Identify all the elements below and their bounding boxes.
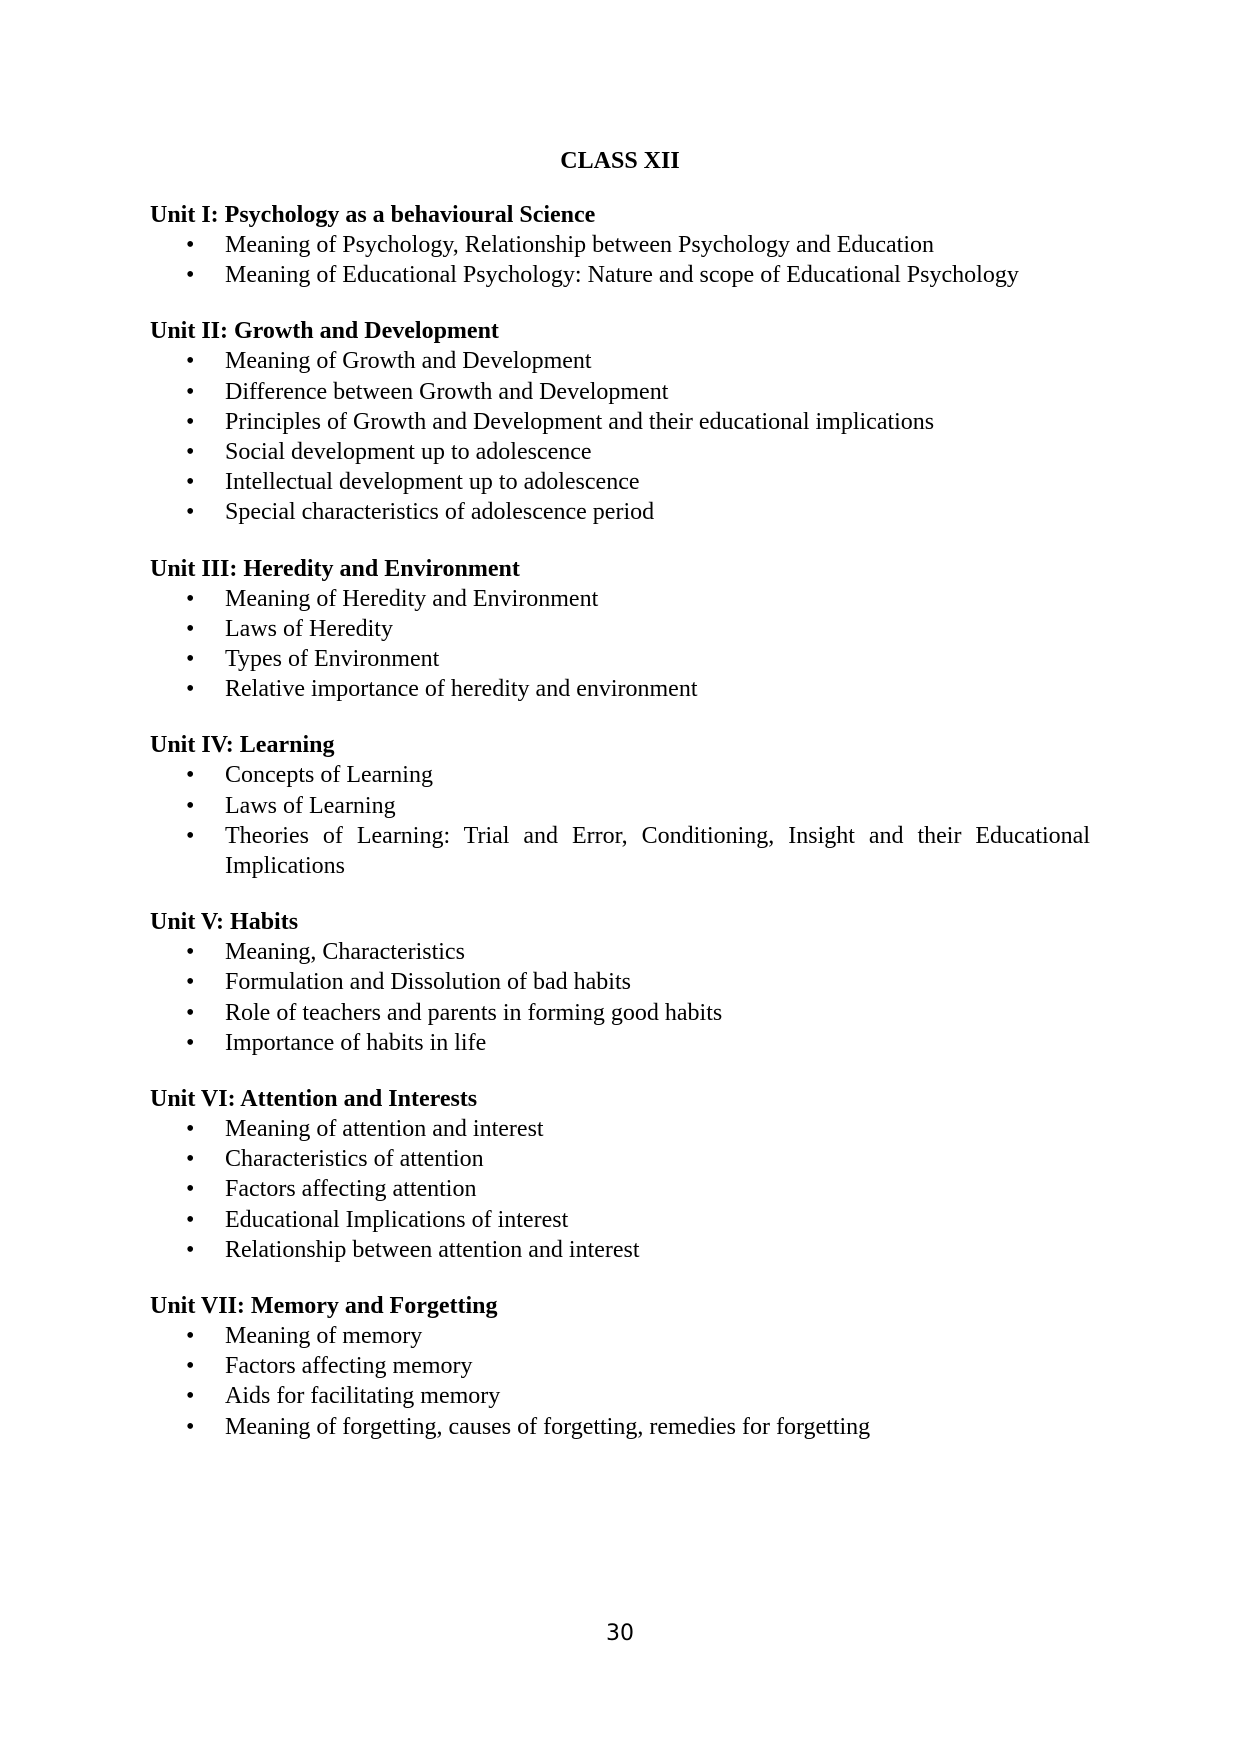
bullet-icon: •	[186, 1146, 195, 1173]
topic-list-item	[150, 1381, 1090, 1411]
topic-text: Relative importance of heredity and environment	[225, 676, 698, 703]
unit-topic-list	[150, 1321, 1090, 1442]
unit-topic-list	[150, 584, 1090, 705]
topic-list-item	[150, 346, 1090, 376]
bullet-icon: •	[186, 969, 195, 996]
unit-topic-list	[150, 230, 1090, 290]
bullet-icon: •	[186, 348, 195, 375]
topic-text: Formulation and Dissolution of bad habits	[225, 969, 631, 996]
topic-list-item	[150, 1205, 1090, 1235]
bullet-icon: •	[186, 762, 195, 789]
topic-text: Difference between Growth and Development	[225, 378, 669, 405]
topic-text: Laws of Heredity	[225, 615, 393, 642]
bullet-icon: •	[186, 1176, 195, 1203]
topic-text: Meaning of Heredity and Environment	[225, 585, 599, 612]
topic-text: Characteristics of attention	[225, 1146, 484, 1173]
topic-list-item	[150, 644, 1090, 674]
topic-text: Meaning of attention and interest	[225, 1116, 544, 1143]
bullet-icon: •	[186, 408, 195, 435]
bullet-icon: •	[186, 939, 195, 966]
bullet-icon: •	[186, 378, 195, 405]
bullet-icon: •	[186, 676, 195, 703]
unit-section	[150, 554, 1090, 705]
topic-text: Factors affecting attention	[225, 1176, 477, 1203]
bullet-icon: •	[186, 646, 195, 673]
topic-text: Meaning of Psychology, Relationship between Psychology and Education	[225, 232, 934, 258]
topic-list-item	[150, 998, 1090, 1028]
bullet-icon: •	[186, 999, 195, 1026]
bullet-icon: •	[186, 469, 195, 496]
topic-text: Special characteristics of adolescence period	[225, 499, 655, 526]
topic-list-item	[150, 760, 1090, 790]
topic-list-item	[150, 614, 1090, 644]
topic-text: Principles of Growth and Development and their educational implications	[225, 408, 935, 435]
bullet-icon: •	[186, 499, 195, 526]
bullet-icon: •	[186, 585, 195, 612]
topic-text: Factors affecting memory	[225, 1353, 473, 1380]
topic-list-item	[150, 1235, 1090, 1265]
unit-heading: Unit IV: Learning	[150, 732, 335, 759]
topic-list-item	[150, 230, 1090, 260]
unit-topic-list	[150, 1114, 1090, 1265]
topic-list-item	[150, 497, 1090, 527]
unit-topic-list	[150, 937, 1090, 1058]
topic-list-item	[150, 674, 1090, 704]
topic-text: Social development up to adolescence	[225, 439, 592, 466]
topic-text: Educational Implications of interest	[225, 1206, 569, 1233]
topic-list-item	[150, 1028, 1090, 1058]
unit-section	[150, 1291, 1090, 1442]
bullet-icon: •	[186, 1029, 195, 1056]
bullet-icon: •	[186, 1353, 195, 1380]
topic-list-item	[150, 407, 1090, 437]
page-content	[150, 146, 1090, 1468]
topic-text: Aids for facilitating memory	[225, 1383, 501, 1410]
topic-list-item	[150, 1144, 1090, 1174]
unit-heading: Unit V: Habits	[150, 909, 299, 936]
topic-text: Relationship between attention and interest	[225, 1236, 640, 1263]
topic-list-item	[150, 1114, 1090, 1144]
topic-list-item	[150, 584, 1090, 614]
units-container	[150, 200, 1090, 1442]
unit-section	[150, 907, 1090, 1058]
topic-list-item	[150, 1412, 1090, 1442]
topic-text: Role of teachers and parents in forming good habits	[225, 999, 723, 1026]
topic-text: Importance of habits in life	[225, 1029, 487, 1056]
page-number: 30	[606, 1621, 634, 1646]
topic-list-item	[150, 937, 1090, 967]
bullet-icon: •	[186, 262, 195, 289]
topic-text: Meaning of forgetting, causes of forgetting, remedies for forgetting	[225, 1413, 871, 1440]
unit-heading: Unit VII: Memory and Forgetting	[150, 1293, 498, 1320]
bullet-icon: •	[186, 439, 195, 466]
bullet-icon: •	[186, 1383, 195, 1410]
bullet-icon: •	[186, 615, 195, 642]
bullet-icon: •	[186, 1236, 195, 1263]
topic-text: Laws of Learning	[225, 792, 396, 819]
topic-text: Intellectual development up to adolescence	[225, 469, 640, 496]
topic-text: Theories of Learning: Trial and Error, Conditioning, Insight and their Educational Implications	[225, 822, 1090, 880]
unit-topic-list	[150, 346, 1090, 527]
topic-list-item	[150, 1351, 1090, 1381]
bullet-icon: •	[186, 1206, 195, 1233]
topic-text: Meaning of Educational Psychology: Nature and scope of Educational Psychology	[225, 262, 1019, 289]
topic-list-item	[150, 1321, 1090, 1351]
topic-text: Types of Environment	[225, 646, 440, 673]
bullet-icon: •	[186, 232, 195, 258]
unit-section	[150, 730, 1090, 881]
unit-heading: Unit I: Psychology as a behavioural Science	[150, 202, 596, 228]
topic-list-item	[150, 377, 1090, 407]
topic-text: Meaning of Growth and Development	[225, 348, 592, 375]
topic-text: Meaning of memory	[225, 1323, 423, 1350]
unit-heading: Unit II: Growth and Development	[150, 318, 499, 345]
topic-list-item	[150, 967, 1090, 997]
unit-topic-list	[150, 760, 1090, 881]
topic-list-item	[150, 467, 1090, 497]
bullet-icon: •	[186, 1323, 195, 1350]
unit-heading: Unit III: Heredity and Environment	[150, 555, 520, 582]
topic-list-item	[150, 821, 1090, 881]
bullet-icon: •	[186, 792, 195, 819]
unit-section	[150, 1084, 1090, 1265]
bullet-icon: •	[186, 1116, 195, 1143]
unit-section	[150, 316, 1090, 527]
topic-list-item	[150, 437, 1090, 467]
bullet-icon: •	[186, 1413, 195, 1440]
topic-text: Meaning, Characteristics	[225, 939, 465, 966]
page-title: CLASS XII	[560, 148, 680, 174]
topic-list-item	[150, 260, 1090, 290]
unit-heading: Unit VI: Attention and Interests	[150, 1086, 478, 1113]
topic-list-item	[150, 1174, 1090, 1204]
topic-list-item	[150, 791, 1090, 821]
bullet-icon: •	[186, 822, 195, 849]
unit-section	[150, 200, 1090, 290]
topic-text: Concepts of Learning	[225, 762, 433, 789]
